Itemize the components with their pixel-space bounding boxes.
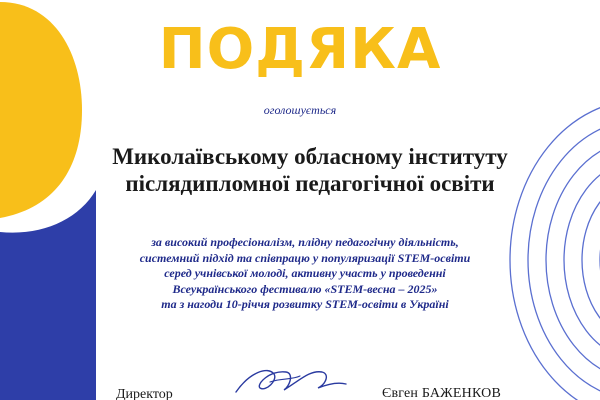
- reason-line: системний підхід та співпрацю у популяризації STEM-освіти: [139, 250, 471, 265]
- announcement-text: оголошується: [263, 103, 337, 117]
- recipient-line: Миколаївському обласному інституту: [112, 144, 508, 169]
- reason-text: [90, 235, 520, 313]
- certificate-title: ПОДЯКА: [158, 17, 442, 82]
- reason-line: серед учнівської молоді, активну участь у проведенні: [164, 266, 446, 280]
- arc-5: [582, 180, 600, 340]
- handwritten-signature-icon: [230, 362, 350, 400]
- signer-role: Директор: [116, 387, 173, 400]
- recipient-line: післядипломної педагогічної освіти: [125, 171, 495, 196]
- recipient-name: [60, 143, 560, 197]
- reason-line: Всеукраїнського фестивалю «STEM-весна – 2025»: [172, 281, 438, 296]
- reason-line: та з нагоди 10-річчя розвитку STEM-освіти в Україні: [161, 297, 449, 311]
- signer-name: Євген БАЖЕНКОВ: [382, 386, 502, 400]
- reason-line: за високий професіоналізм, плідну педагогічну діяльність,: [151, 235, 459, 249]
